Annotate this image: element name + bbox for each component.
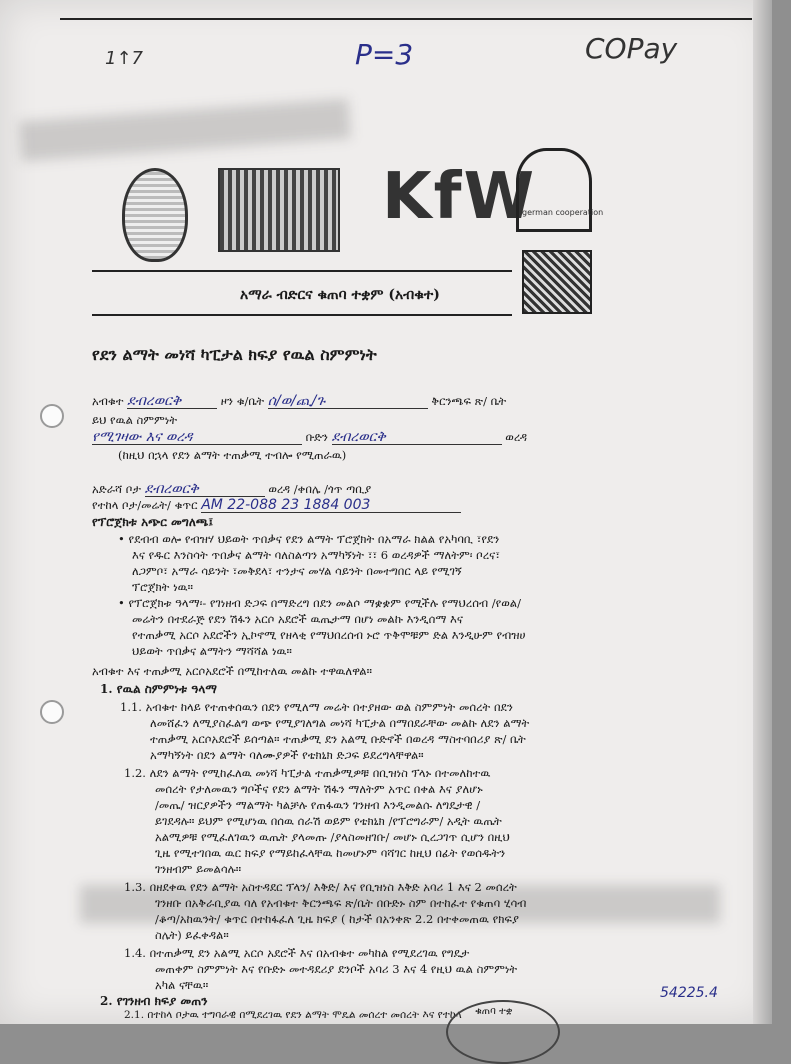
bank-building-logo xyxy=(218,168,340,252)
clause-line: 1.3. በዘደቀዉ የደን ልማት አስተዳደር ፕላን/ እቅድ/ እና የቢዝነስ እቅድ አባሪ 1 እና 2 መሰረት xyxy=(124,880,517,894)
clause-line: /ቆጣ/አከዉንት/ ቁጥር በተከፋፈለ ጊዜ ክፍያ ( ከታች በአንቀጽ 2.2 በተቀመጠዉ የክፍያ xyxy=(155,912,519,926)
header-rule xyxy=(92,314,512,316)
clause-line: /መጤ/ ዝርያዎችን ማልማት ካልቻሉ የጠፋዉን ገንዘብ እንዲመልሱ ለግዴታዊ / xyxy=(155,798,481,812)
punch-hole xyxy=(40,404,64,428)
paper-edge xyxy=(753,0,772,1024)
clause-line: ለመሸፈን ለሚያስፈልግ ወጭ የሚያገለግል መነሻ ካፒታል በማበደራቸው መልኩ ለደን ልማት xyxy=(150,716,530,730)
clause-line: ገንዘቡ በአቅራቢያዉ ባለ የአብቁተ ቅርንጫፍ ጽ/ቤት በቡድኑ ስም በተከፈተ የቁጠባ ሂሳብ xyxy=(155,896,527,910)
bottom-stamp-text: ቁጠባ ተቋ xyxy=(475,1006,513,1017)
account-row xyxy=(92,498,461,513)
account-value: AM 22-088 23 1884 003 xyxy=(201,498,461,513)
handwritten-page-number: P=3 xyxy=(355,38,414,71)
section-number: 1. xyxy=(100,682,113,696)
top-border-line xyxy=(60,18,752,20)
field-value: የሚገዛው እና ወረዳ xyxy=(92,430,302,445)
punch-hole xyxy=(40,700,64,724)
project-heading: የፕሮጀክቱ አጭር መግለጫ፤ xyxy=(92,515,214,529)
field-value: ሰ/ወ/ጪ/ጉ xyxy=(268,394,428,409)
address-after: ወረዳ /ቀበሌ /ጎጥ ጣቢያ xyxy=(268,482,372,496)
bullet-text: መሬትን በተደራጅ የደን ሽፋን አርሶ አደሮች ዉጤታማ በሆነ መልኩ እንዲሰማ እና xyxy=(132,612,463,626)
field-label: ቅርንጫፍ ጽ/ ቤት xyxy=(431,394,507,408)
field-row xyxy=(92,394,506,409)
field-label: ዞን ቁ/ቤት xyxy=(220,394,265,408)
amhara-seal-logo xyxy=(122,168,188,262)
field-label: ይህ የዉል ስምምነት xyxy=(92,413,178,427)
field-label: ወረዳ xyxy=(505,430,528,444)
clause-line: ጊዜ የሚተገበዉ ዉር ክፍያ የማይከፈላቸዉ ከመሆኑም ባሻገር ከዚህ በፊት የወሰዱትን xyxy=(155,846,506,860)
field-label: ቡድን xyxy=(305,430,328,444)
bullet-text: ለጋምቦ፣ አማራ ሳይንት ፣መቅደላ፣ ተንታና መሃል ሳይንት በመተግበር ላይ የሚገኝ xyxy=(132,564,462,578)
field-row xyxy=(92,430,527,445)
field-label: አብቁተ xyxy=(92,394,124,408)
field-note: (ከዚህ በኋላ የደን ልማት ተጠቃሚ ተብሎ የሚጠራዉ) xyxy=(118,448,347,462)
bullet-text: የፕሮጀክቱ ዓላማ፡- የገነዘብ ድጋፍ በማድረግ በደን መልሶ ማቋቋም የሚችሉ የማህረሰብ /የወል/ xyxy=(128,596,521,610)
field-row xyxy=(92,413,177,427)
clause-line: መሰረት የታለመዉን ግቦችና የደን ልማት ሽፋን ማለትም አጥር በቀል እና ያለሆኑ xyxy=(155,782,483,796)
clause-line: ይገደዳሉ። ይህም የሚሆነዉ በሰዉ ሰራሽ ወይም የቴክኒክ /የፕሮግራም/ አዲት ዉጤት xyxy=(155,814,502,828)
bullet-text: ህይወት ጥበቃና ልማትን ማሻሻል ነዉ። xyxy=(132,644,292,658)
clause-line: 1.4. በተጠቃሚ ደን አልሚ አርሶ አደሮች እና በአብቁተ መካከል የሚደረገዉ የግዴታ xyxy=(124,946,470,960)
handwritten-page-count: 1↑7 xyxy=(105,48,143,69)
section-number: 2. xyxy=(100,994,113,1008)
acsi-logo xyxy=(522,250,592,314)
document-title: የደን ልማት መነሻ ካፒታል ክፍያ የዉል ስምምነት xyxy=(92,345,377,364)
account-label: የተከላ ቦታ/መሬት/ ቁጥር xyxy=(92,498,198,512)
bullet-text: እና የዱር እንስሳት ጥበቃና ልማት ባለስልጣን አማካኝነት ፣፣ 6 ወረዳዎች ማለትም፡ ቦረና፣ xyxy=(132,548,500,562)
section-title: የገንዘብ ክፍያ መጠን xyxy=(116,994,208,1008)
clause-line: ስሌት) ይፈቀዳል። xyxy=(155,928,229,942)
clause-line: 1.1. አብቁተ ከላይ የተጠቀሰዉን በደን የሚለማ መሬት በተያዘው ወል ስምምነት መሰረት በደን xyxy=(120,700,513,714)
giz-logo xyxy=(516,148,592,232)
field-value: ደብረወርቅ xyxy=(332,430,502,445)
bullet-item: • የደብብ ወሎ የብዝሃ ህይወት ጥበቃና የደን ልማት ፕሮጀክት በአማራ ክልል የአካባቢ ፣የደን xyxy=(118,532,500,546)
bullet-text: የተጠቃሚ አርሶ አደሮችን ኢኮኖሚ የዘላቂ የማህበረሰብ ኑሮ ጥቅሞቹም ድል እንዲሁም የብዝሀ xyxy=(132,628,526,642)
clause-line: አልሚዎቹ የሚፈለገዉን ዉጤት ያላመጡ /ያላስመዘገቡ/ መሆኑ ሲረጋገጥ ሲሆን በዚህ xyxy=(155,830,510,844)
institution-name: አማራ ብድርና ቁጠባ ተቋም (አብቁተ) xyxy=(240,287,440,303)
scan-smudge xyxy=(19,99,351,162)
agreement-intro: አብቁተ እና ተጠቃሚ አርሶአደሮች በሚከተለዉ መልኩ ተዋዉለዋል። xyxy=(92,664,372,678)
header-rule xyxy=(92,270,512,272)
kfw-logo: KfW xyxy=(382,160,537,234)
section-heading xyxy=(100,994,208,1008)
clause-line: ገንዘብም ይመልሳሉ። xyxy=(155,862,242,876)
handwritten-copy-mark: COPay xyxy=(585,32,678,65)
clause-line: መጠቀም ስምምነት እና የቡድኑ መተዳደሪያ ደንቦች አባሪ 3 እና 4 የዚህ ዉል ስምምነት xyxy=(155,962,518,976)
clause-line: 2.1. በተከላ ቦታዉ ተግባራዊ በሚደረገዉ የደን ልማት ሞዴል መሰረተ መሰረት እና የተከላ xyxy=(124,1009,462,1021)
clause-line: አካል ናቸዉ። xyxy=(155,978,209,992)
handwritten-amount: 54225.4 xyxy=(660,985,718,1001)
section-title: የዉል ስምምነቱ ዓላማ xyxy=(116,682,217,696)
clause-line: 1.2. ለደን ልማት የሚከፈለዉ መነሻ ካፒታል ተጠቃሚዎቹ በቢዝነስ ፕላኑ በተመለከተዉ xyxy=(124,766,491,780)
address-row xyxy=(92,482,371,497)
field-value: ደብረወርቅ xyxy=(127,394,217,409)
bullet-text: ፕሮጀክት ነዉ። xyxy=(132,580,193,594)
section-heading xyxy=(100,682,217,696)
bullet-text: የደብብ ወሎ የብዝሃ ህይወት ጥበቃና የደን ልማት ፕሮጀክት በአማራ ክልል የአካባቢ ፣የደን xyxy=(128,532,500,546)
clause-line: ተጠቃሚ አርሶአደሮች ይሰጣል። ተጠቃሚ ደን አልሚ ቡድኖች በወረዳ ማስተባበሪያ ጽ/ ቤት xyxy=(150,732,526,746)
bullet-item: • የፕሮጀክቱ ዓላማ፡- የገነዘብ ድጋፍ በማድረግ በደን መልሶ ማቋቋም የሚችሉ የማህረሰብ /የወል/ xyxy=(118,596,521,610)
giz-caption: german cooperation xyxy=(522,208,604,217)
address-label: አድራሻ ቦታ xyxy=(92,482,141,496)
address-value: ደብረወርቅ xyxy=(145,482,265,497)
clause-line: አማካኝነት በደን ልማት ባለሙያዎች የቴክኒክ ድጋፍ ይደረግላቸዋል። xyxy=(150,748,424,762)
